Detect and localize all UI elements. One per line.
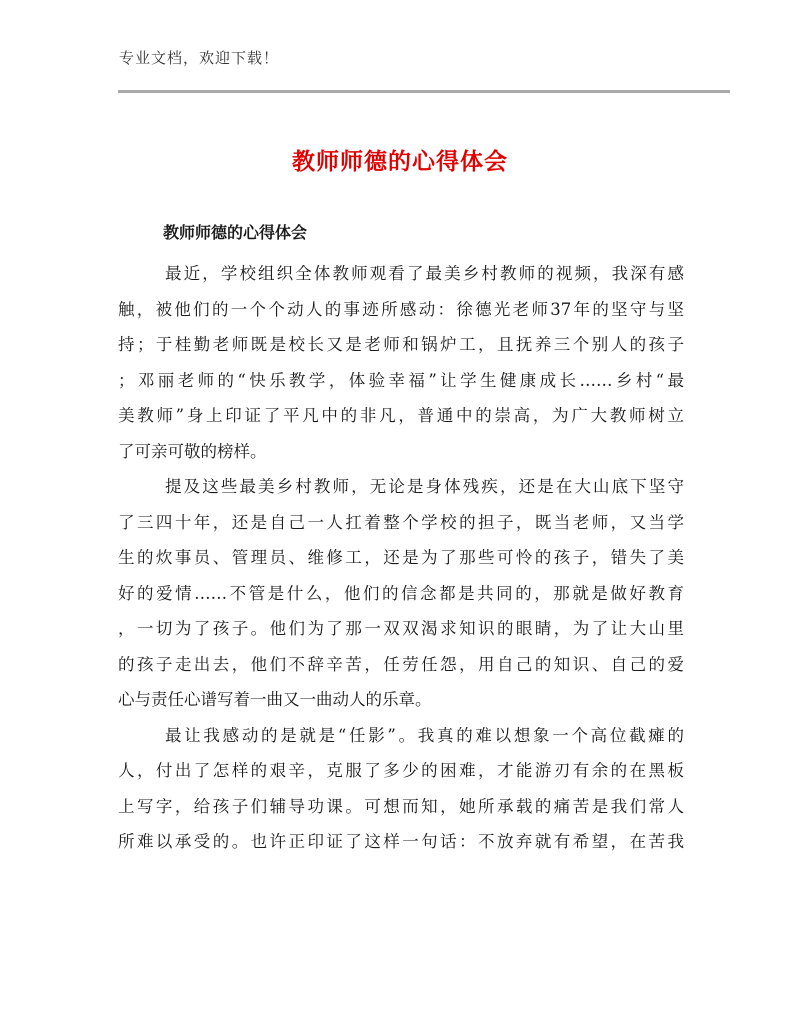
text-line: 提及这些最美乡村教师，无论是身体残疾，还是在大山底下坚守 [165, 477, 684, 496]
paragraph-2 [118, 469, 684, 718]
text-line: 了可亲可敬的榜样。 [118, 441, 267, 461]
text-line: ；邓丽老师的“快乐教学，体验幸福”让学生健康成长……乡村“最 [118, 370, 684, 390]
text-line: 好的爱情……不管是什么，他们的信念都是共同的，那就是做好教育 [118, 583, 684, 603]
text-line: 了三四十年，还是自己一人扛着整个学校的担子，既当老师，又当学 [118, 512, 684, 532]
paragraph-1 [118, 256, 684, 469]
paragraph-3 [118, 718, 684, 860]
text-line: 人，付出了怎样的艰辛，克服了多少的困难，才能游刃有余的在黑板 [118, 761, 684, 780]
text-line: 美教师”身上印证了平凡中的非凡，普通中的崇高，为广大教师树立 [118, 406, 684, 425]
document-body [118, 256, 684, 860]
text-line: 上写字，给孩子们辅导功课。可想而知，她所承载的痛苦是我们常人 [118, 796, 684, 816]
text-line: 最让我感动的是就是“任影”。我真的难以想象一个高位截瘫的 [165, 725, 684, 745]
text-line: 触，被他们的一个个动人的事迹所感动：徐德光老师37年的坚守与坚 [118, 299, 684, 319]
text-line: 生的炊事员、管理员、维修工，还是为了那些可怜的孩子，错失了美 [118, 548, 684, 567]
text-line: 的孩子走出去，他们不辞辛苦，任劳任怨，用自己的知识、自己的爱 [118, 654, 684, 674]
text-line: 持；于桂勤老师既是校长又是老师和锅炉工，且抚养三个别人的孩子 [118, 335, 684, 354]
text-line: 心与责任心谱写着一曲又一曲动人的乐章。 [118, 690, 432, 709]
header-divider [118, 90, 730, 93]
document-subtitle: 教师师德的心得体会 [163, 223, 308, 242]
document-title: 教师师德的心得体会 [292, 149, 508, 175]
text-line: 最近，学校组织全体教师观看了最美乡村教师的视频，我深有感 [165, 264, 684, 283]
text-line: 所难以承受的。也许正印证了这样一句话：不放弃就有希望，在苦我 [118, 832, 684, 851]
text-line: ，一切为了孩子。他们为了那一双双渴求知识的眼睛，为了让大山里 [118, 619, 684, 638]
header-note: 专业文档，欢迎下载！ [119, 49, 280, 67]
